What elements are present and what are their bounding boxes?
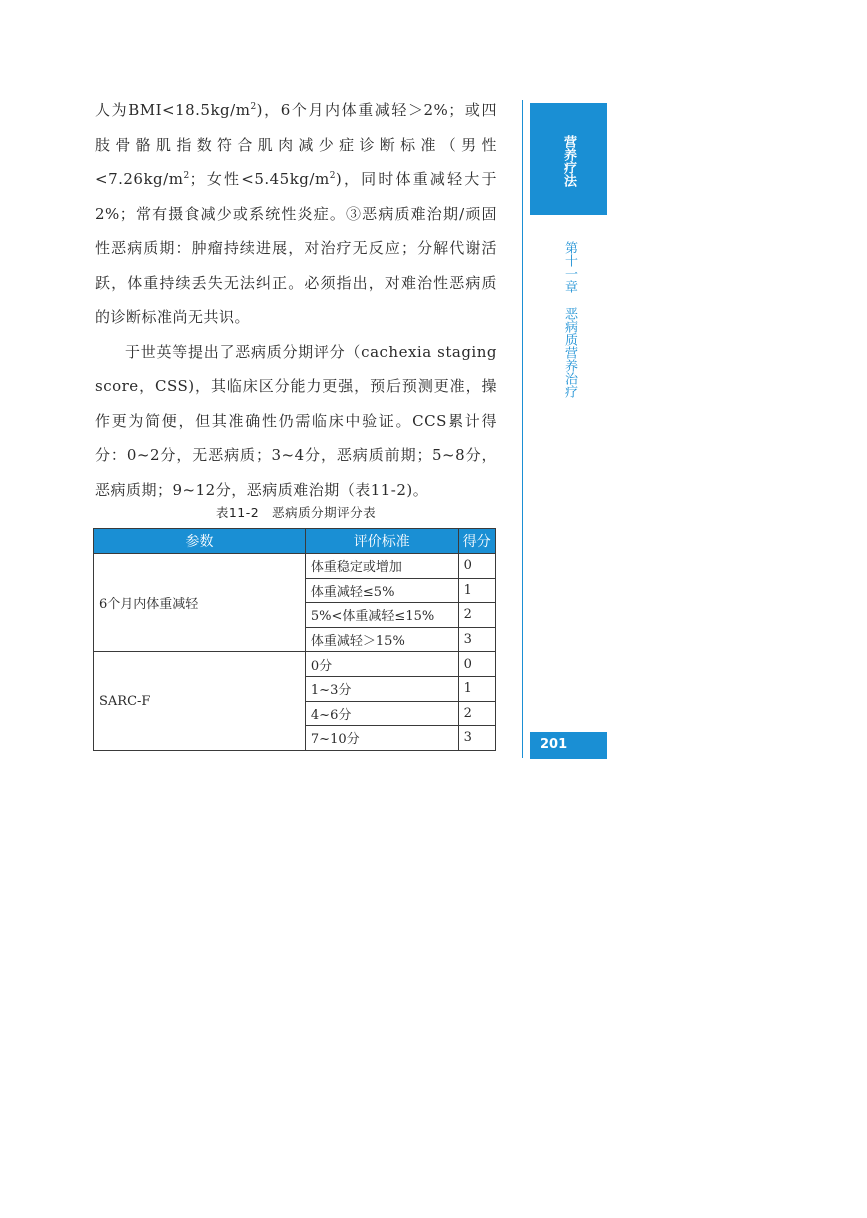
text-run: ；女性<5.45kg/m bbox=[189, 170, 330, 188]
section-tab-label: 营养疗法 bbox=[561, 135, 576, 187]
table-row bbox=[94, 554, 496, 579]
score-cell: 2 bbox=[458, 701, 495, 726]
criterion-cell: 0分 bbox=[305, 652, 458, 677]
paragraph-2: 于世英等提出了恶病质分期评分（cachexia staging score，CSS)，其临床区分能力更强，预后预测更准，操作更为简便，但其准确性仍需临床中验证。CCS累计得分：0~2分，无恶病质；3~4分，恶病质前期；5~8分，恶病质期；9~12分，恶病质难治期（表11-2)。 bbox=[95, 342, 497, 499]
text-run: )，6个月内体重减轻＞2%；或四肢骨骼肌指数符合肌肉减少症诊断标准（男性<7.26kg/m bbox=[95, 101, 497, 188]
superscript: 2 bbox=[329, 171, 336, 181]
page-number: 201 bbox=[540, 737, 568, 752]
score-cell: 1 bbox=[458, 676, 495, 701]
chapter-title: 恶病质营养治疗 bbox=[562, 307, 577, 398]
section-tab bbox=[530, 103, 607, 215]
score-cell: 2 bbox=[458, 603, 495, 628]
score-cell: 1 bbox=[458, 578, 495, 603]
table-row bbox=[94, 652, 496, 677]
criterion-cell: 5%<体重减轻≤15% bbox=[305, 603, 458, 628]
param-cell: 6个月内体重减轻 bbox=[94, 554, 306, 652]
text-run: )，同时体重减轻大于2%；常有摄食减少或系统性炎症。③恶病质难治期/顽固性恶病质期：肿瘤持续进展，对治疗无反应；分解代谢活跃，体重持续丢失无法纠正。必须指出，对难治性恶病质的诊断标准尚无共识。 bbox=[95, 170, 497, 326]
superscript: 2 bbox=[250, 102, 257, 112]
criterion-cell: 7~10分 bbox=[305, 726, 458, 751]
criterion-cell: 4~6分 bbox=[305, 701, 458, 726]
criterion-cell: 体重减轻＞15% bbox=[305, 627, 458, 652]
param-cell: SARC-F bbox=[94, 652, 306, 750]
paragraph-1 bbox=[95, 93, 497, 335]
header-param: 参数 bbox=[94, 529, 306, 554]
score-cell: 0 bbox=[458, 652, 495, 677]
text-run: 人为BMI<18.5kg/m bbox=[95, 101, 251, 119]
chapter-heading bbox=[556, 241, 576, 398]
cachexia-score-table bbox=[93, 528, 496, 751]
criterion-cell: 体重稳定或增加 bbox=[305, 554, 458, 579]
superscript: 2 bbox=[183, 171, 190, 181]
page-number-tab bbox=[530, 732, 607, 759]
table-caption: 表11-2 恶病质分期评分表 bbox=[215, 505, 377, 520]
table-header-row bbox=[94, 529, 496, 554]
margin-divider bbox=[522, 100, 523, 758]
criterion-cell: 1~3分 bbox=[305, 676, 458, 701]
score-cell: 3 bbox=[458, 726, 495, 751]
body-text bbox=[95, 93, 497, 507]
score-cell: 3 bbox=[458, 627, 495, 652]
chapter-label: 第十一章 bbox=[562, 241, 577, 293]
header-criterion: 评价标准 bbox=[305, 529, 458, 554]
score-cell: 0 bbox=[458, 554, 495, 579]
header-score: 得分 bbox=[458, 529, 495, 554]
criterion-cell: 体重减轻≤5% bbox=[305, 578, 458, 603]
